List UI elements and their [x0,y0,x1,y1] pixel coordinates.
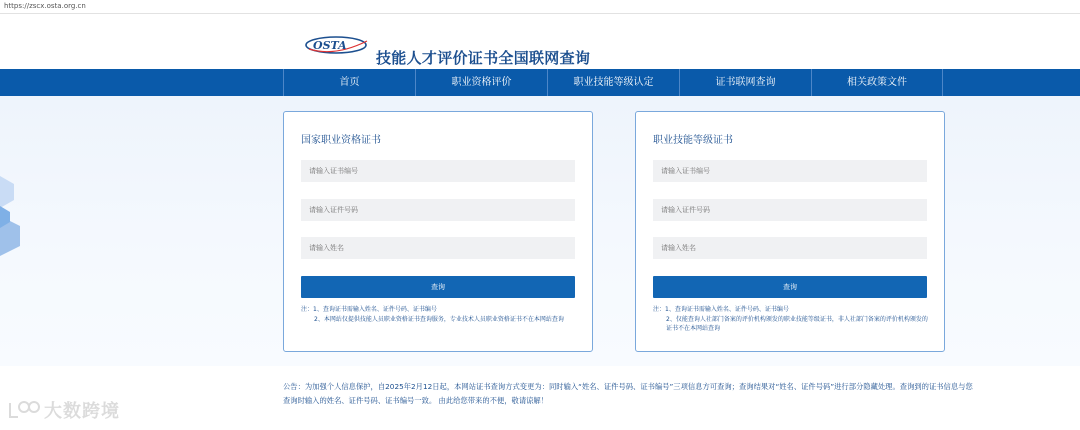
main-nav [0,69,1080,96]
card-title: 职业技能等级证书 [653,135,733,146]
osta-logo[interactable] [305,35,371,55]
announcement-text: 公告：为加强个人信息保护，自2025年2月12日起，本网站证书查询方式变更为：同时输入“姓名、证件号码、证书编号”三项信息方可查询；查询结果对“姓名、证件号码”进行部分隐藏处理。查询到的证书信息与您查询时输入的姓名、证件号码、证书编号一致。 由此给您带来的不便，敬请谅解！ [283,382,973,405]
name-input[interactable] [653,237,927,259]
nav-skill-level-certification[interactable]: 职业技能等级认定 [547,69,679,96]
note-line: 2、本网站仅提供技能人员职业资格证书查询服务，专业技术人员职业资格证书不在本网站查询 [314,315,564,323]
watermark-logo-icon [6,399,40,421]
nav-policy-files[interactable]: 相关政策文件 [811,69,943,96]
watermark [6,395,120,425]
name-input[interactable] [301,237,575,259]
card-notes [301,305,581,324]
url-text[interactable]: https://zscx.osta.org.cn [4,2,86,10]
national-qualification-card [283,111,593,352]
id-number-input[interactable] [653,199,927,221]
id-number-input[interactable] [301,199,575,221]
site-header [0,14,1080,69]
nav-vocational-qualification[interactable]: 职业资格评价 [415,69,547,96]
site-title: 技能人才评价证书全国联网查询 [376,49,591,67]
note-line: 注：1、查询证书需输入姓名、证件号码、证书编号 [653,306,789,313]
nav-certificate-query[interactable]: 证书联网查询 [679,69,811,96]
browser-url-bar[interactable] [0,0,1080,14]
query-button[interactable]: 查询 [301,276,575,298]
svg-text:OSTA: OSTA [313,39,347,52]
query-button[interactable]: 查询 [653,276,927,298]
query-section [0,96,1080,366]
certificate-number-input[interactable] [301,160,575,182]
card-title: 国家职业资格证书 [301,135,381,146]
skill-level-card [635,111,945,352]
hexagon-decoration-icon [0,166,22,256]
certificate-number-input[interactable] [653,160,927,182]
nav-home[interactable]: 首页 [283,69,415,96]
watermark-text: 大数跨境 [44,401,120,422]
note-line: 注：1、查询证书需输入姓名、证件号码、证书编号 [301,306,437,313]
note-line: 2、仅能查询人社部门备案的评价机构颁发的职业技能等级证书，非人社部门备案的评价机构颁发的证书不在本网站查询 [666,315,928,332]
card-notes [653,305,933,334]
